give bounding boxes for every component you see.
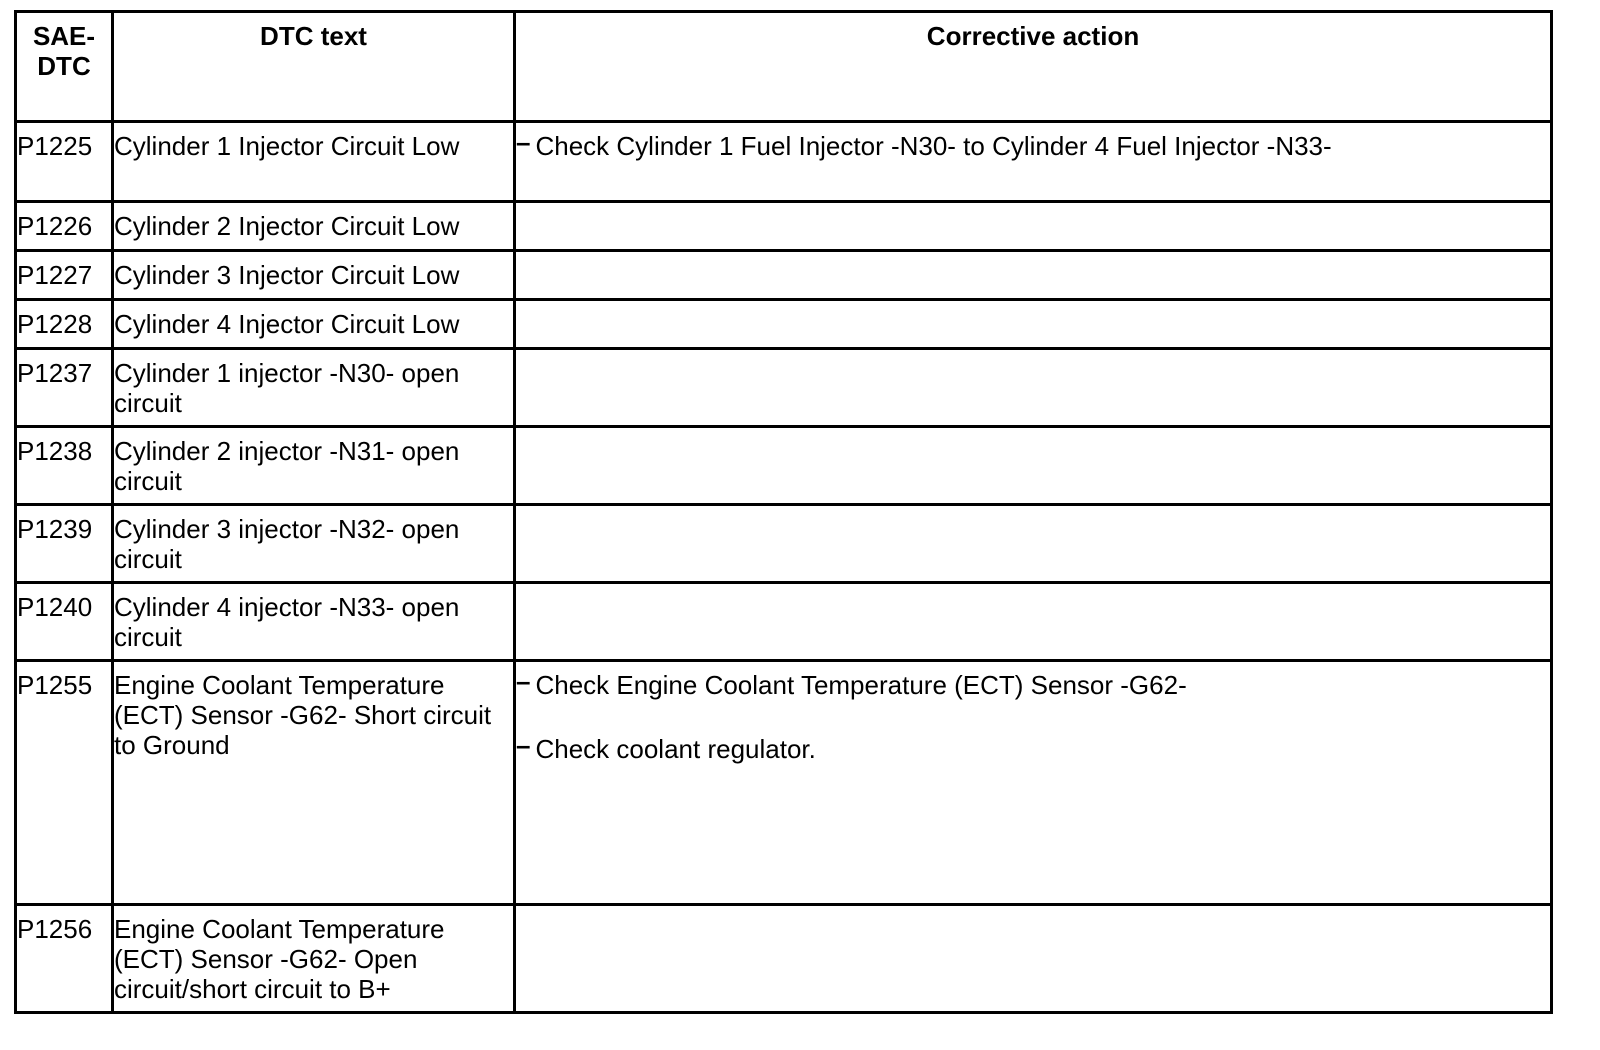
corrective-action-cell — [515, 251, 1552, 300]
table-row — [16, 251, 1552, 300]
corrective-action-cell — [515, 505, 1552, 583]
dash-bullet: – — [516, 127, 531, 157]
dtc-text-cell: Cylinder 1 Injector Circuit Low — [113, 122, 515, 202]
dtc-table — [14, 10, 1553, 1014]
corrective-action-text: Check Cylinder 1 Fuel Injector -N30- to Cylinder 4 Fuel Injector -N33- — [535, 131, 1332, 161]
table-row — [16, 905, 1552, 1013]
dtc-text-cell: Cylinder 2 Injector Circuit Low — [113, 202, 515, 251]
dtc-text-cell: Engine Coolant Temperature (ECT) Sensor -G62- Short circuit to Ground — [113, 661, 515, 905]
dtc-text-cell: Cylinder 3 injector -N32- open circuit — [113, 505, 515, 583]
dash-bullet: – — [516, 730, 531, 760]
dtc-text-cell: Cylinder 4 Injector Circuit Low — [113, 300, 515, 349]
dtc-code-cell: P1238 — [16, 427, 113, 505]
table-row — [16, 583, 1552, 661]
dtc-text-cell: Cylinder 2 injector -N31- open circuit — [113, 427, 515, 505]
corrective-action-cell — [515, 661, 1552, 905]
dtc-code-cell: P1237 — [16, 349, 113, 427]
dtc-code-cell: P1255 — [16, 661, 113, 905]
dtc-code-cell: P1239 — [16, 505, 113, 583]
table-row — [16, 505, 1552, 583]
header-sae-dtc — [16, 12, 113, 122]
dtc-code-cell: P1225 — [16, 122, 113, 202]
corrective-action-text: Check coolant regulator. — [535, 734, 816, 764]
corrective-action-cell — [515, 427, 1552, 505]
corrective-action-cell — [515, 300, 1552, 349]
header-sae-dtc-line1: SAE- — [32, 21, 96, 51]
table-row — [16, 349, 1552, 427]
corrective-action-item — [516, 127, 1550, 161]
table-row — [16, 202, 1552, 251]
dtc-code-cell: P1256 — [16, 905, 113, 1013]
dtc-code-cell: P1226 — [16, 202, 113, 251]
table-row — [16, 661, 1552, 905]
table-header-row — [16, 12, 1552, 122]
dtc-text-cell: Cylinder 4 injector -N33- open circuit — [113, 583, 515, 661]
corrective-action-cell — [515, 583, 1552, 661]
dtc-text-cell: Cylinder 1 injector -N30- open circuit — [113, 349, 515, 427]
table-row — [16, 122, 1552, 202]
table-row — [16, 300, 1552, 349]
corrective-action-item — [516, 666, 1550, 700]
dtc-text-cell: Cylinder 3 Injector Circuit Low — [113, 251, 515, 300]
header-corrective-action: Corrective action — [515, 12, 1552, 122]
dash-bullet: – — [516, 666, 531, 696]
corrective-action-cell — [515, 349, 1552, 427]
corrective-action-cell — [515, 202, 1552, 251]
corrective-action-cell — [515, 122, 1552, 202]
dtc-code-cell: P1227 — [16, 251, 113, 300]
table-row — [16, 427, 1552, 505]
dtc-code-cell: P1228 — [16, 300, 113, 349]
header-sae-dtc-line2: DTC — [37, 51, 91, 81]
dtc-code-cell: P1240 — [16, 583, 113, 661]
corrective-action-cell — [515, 905, 1552, 1013]
corrective-action-item — [516, 730, 1550, 764]
header-dtc-text: DTC text — [113, 12, 515, 122]
dtc-text-cell: Engine Coolant Temperature (ECT) Sensor -G62- Open circuit/short circuit to B+ — [113, 905, 515, 1013]
corrective-action-text: Check Engine Coolant Temperature (ECT) Sensor -G62- — [535, 670, 1187, 700]
